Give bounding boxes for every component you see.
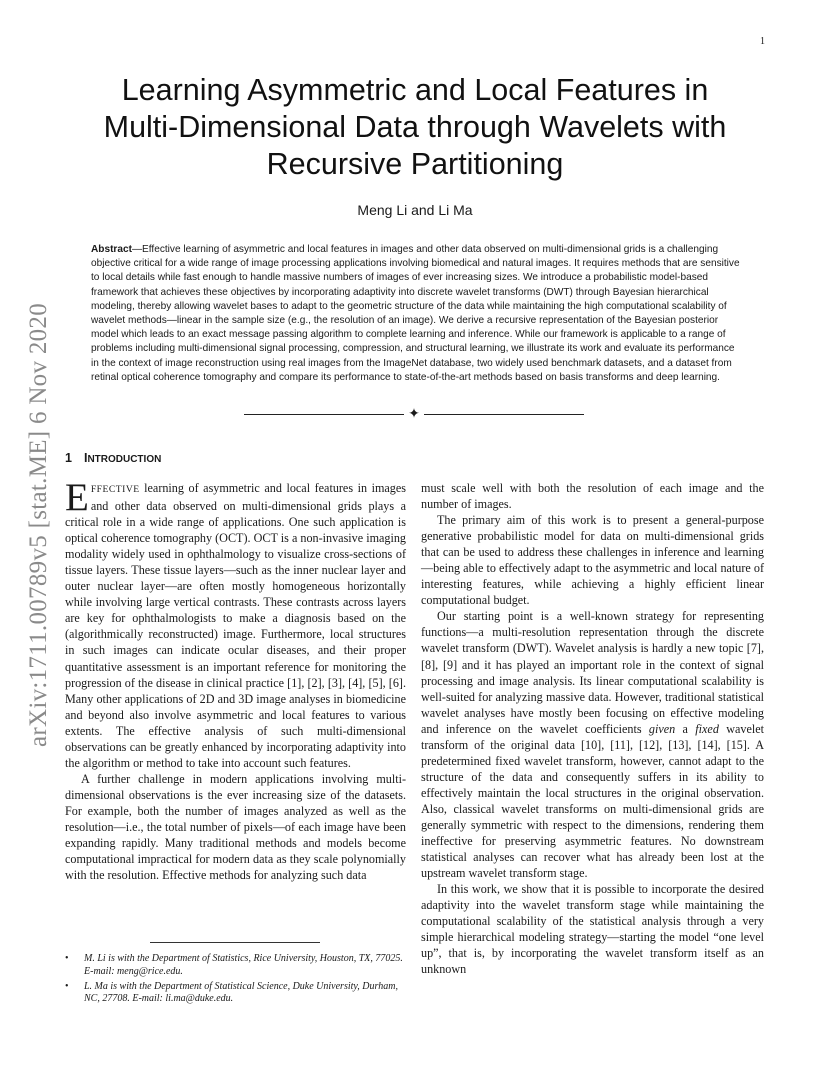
paragraph-text: Our starting point is a well-known strategy for representing functions—a multi-resolution representation through the discrete wavelet transform (DWT). Wavelet analysis is hardly a new topic [7], [8], [9] and it has played an important role in the context of signal processing and image analysis. Its linear computational scalability is well-suited for analyzing massive data. However, traditional statistical wavelet analyses have mostly been focusing on effective modeling and inference on the wavelet coefficients <box>421 609 764 736</box>
abstract <box>91 243 741 385</box>
paragraph-text: learning of asymmetric and local features in images and other data observed on multi-dimensional grids plays a critical role in a wide range of applications. One such application is optical coherence tomography (OCT). OCT is a non-invasive imaging modality widely used in ophthalmology to visualize cross-sections of tissue layers. These tissue layers—such as the inner nuclear layer and outer nuclear layer—are often mostly homogeneous horizontally while involving large vertical contrasts. These contrasts across layers are key for ophthalmologists to make a diagnosis based on the (algorithmically reconstructed) image. Furthermore, local structures in such images can indicate ocular diseases, and their proper quantitative assessment is an important reference for monitoring the progression of the disease in clinical practice [1], [2], [3], [4], [5], [6]. Many other applications of 2D and 3D image analyses in biomedicine and beyond also involve asymmetric and local features to various extents. The effective analysis of such multi-dimensional observations can be greatly enhanced by incorporating adaptivity into the algorithm or method to take into account such features. <box>65 481 406 770</box>
emphasis-given: given <box>648 721 676 736</box>
intro-paragraph-2: A further challenge in modern applications involving multi-dimensional observations is the ever increasing size of the datasets. For example, both the number of images analyzed as well as the resolution—i.e., the total number of pixels—of each image have been expanding rapidly. Many traditional methods and models become computational impractical for modern data as they scale polynomially with the resolution. Effective methods for analyzing such data <box>65 771 406 883</box>
paper-title <box>60 72 770 183</box>
page-number: 1 <box>760 36 765 47</box>
section-divider <box>244 408 584 422</box>
footnotes <box>65 953 406 1008</box>
section-heading-introduction <box>65 451 161 465</box>
right-column <box>421 480 764 977</box>
footnote-author-2: • L. Ma is with the Department of Statistical Science, Duke University, Durham, NC, 27708. E-mail: li.ma@duke.edu. <box>65 981 406 1007</box>
drop-cap: E <box>65 476 89 519</box>
paragraph-text: a <box>675 721 696 736</box>
intro-paragraph-4: The primary aim of this work is to present a general-purpose generative probabilistic model for data on multi-dimensional grids that can be used to address these challenges in inference and learning—being able to effectively adapt to the asymmetric and local nature of interesting features, while achieving a highly efficient linear computational budget. <box>421 513 764 608</box>
intro-paragraph-1 <box>65 476 406 771</box>
footnote-rule <box>150 942 320 943</box>
section-title-rest: NTRODUCTION <box>87 454 162 465</box>
intro-paragraph-3: must scale well with both the resolution of each image and the number of images. <box>421 481 764 512</box>
section-title-initial: I <box>83 451 88 465</box>
left-column <box>65 476 406 883</box>
title-line-3: Recursive Partitioning <box>266 147 564 181</box>
divider-line-right <box>424 414 584 415</box>
title-line-2: Multi-Dimensional Data through Wavelets with <box>103 110 727 144</box>
intro-paragraph-5 <box>421 608 764 881</box>
intro-paragraph-6: In this work, we show that it is possible to incorporate the desired adaptivity into the wavelet transform stage while maintaining the computational scalability of the statistical analysis through a very simple hierarchical modeling strategy—starting the model “one level up”, that is, by incorporating the wavelet transform itself as an unknown <box>421 882 764 977</box>
title-line-1: Learning Asymmetric and Local Features in <box>121 73 709 107</box>
abstract-label: Abstract <box>91 244 132 255</box>
smallcaps-lead: FFECTIVE <box>90 484 140 495</box>
star-ornament-icon: ✦ <box>408 406 420 422</box>
footnote-author-1: • M. Li is with the Department of Statistics, Rice University, Houston, TX, 77025. E-mail: meng@rice.edu. <box>65 953 406 979</box>
divider-line-left <box>244 414 404 415</box>
author-list: Meng Li and Li Ma <box>357 202 473 218</box>
paragraph-text: wavelet transform of the original data [10], [11], [12], [13], [14], [15]. A predetermined fixed wavelet transform, however, cannot adapt to the structure of the data and consequently suffers in its ability to effectively maintain the local structures in the original observation. Also, classical wavelet transforms on multi-dimensional grids are generally symmetric with respect to the dimensions, rendering them ineffective for preserving asymmetric features. No downstream statistical analyses can recover what has already been lost at the upstream wavelet transform stage. <box>421 721 764 881</box>
emphasis-fixed: fixed <box>695 721 719 736</box>
arxiv-identifier: arXiv:1711.00789v5 [stat.ME] 6 Nov 2020 <box>25 302 52 748</box>
abstract-text: —Effective learning of asymmetric and local features in images and other data observed on multi-dimensional grids is a challenging objective critical for a wide range of image processing applications involving biomedical and natural images. It requires methods that are sensitive to local details while fast enough to handle massive numbers of images of ever increasing sizes. We introduce a probabilistic model-based framework that achieves these objectives by incorporating adaptivity into discrete wavelet transforms (DWT) through Bayesian hierarchical modeling, thereby allowing wavelet bases to adapt to the geometric structure of the data while maintaining the high computational scalability of wavelet methods—linear in the sample size (e.g., the resolution of an image). We derive a recursive representation of the Bayesian posterior model which leads to an exact message passing algorithm to complete learning and inference. While our framework is applicable to a range of problems including multi-dimensional signal processing, compression, and structural learning, we illustrate its work and evaluate its performance in the context of image reconstruction using real images from the ImageNet database, two widely used benchmark datasets, and a dataset from retinal optical coherence tomography and compare its performance to state-of-the-art methods based on basis transforms and deep learning. <box>91 244 740 383</box>
section-number: 1 <box>65 451 72 465</box>
arxiv-watermark <box>14 280 64 770</box>
